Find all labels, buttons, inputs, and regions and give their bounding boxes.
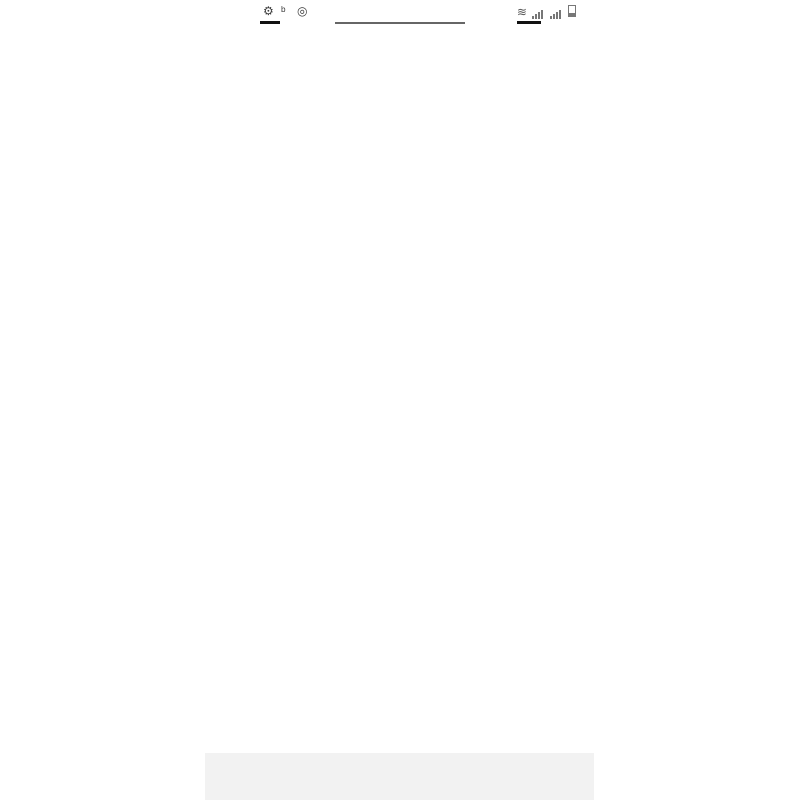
signal-icon <box>532 5 544 19</box>
phone-screen <box>205 0 594 800</box>
notification-app-icon: ᵇ <box>281 4 286 18</box>
wifi-icon: ≋ <box>516 5 527 19</box>
whatsapp-icon: ◎ <box>297 4 308 18</box>
battery-icon <box>568 5 576 17</box>
signal-icon-2 <box>550 5 562 19</box>
settings-icon: ⚙ <box>263 4 274 18</box>
status-right <box>517 5 576 19</box>
navigation-bar <box>205 753 594 800</box>
status-bar <box>205 0 594 24</box>
spec-list[interactable] <box>205 24 594 752</box>
